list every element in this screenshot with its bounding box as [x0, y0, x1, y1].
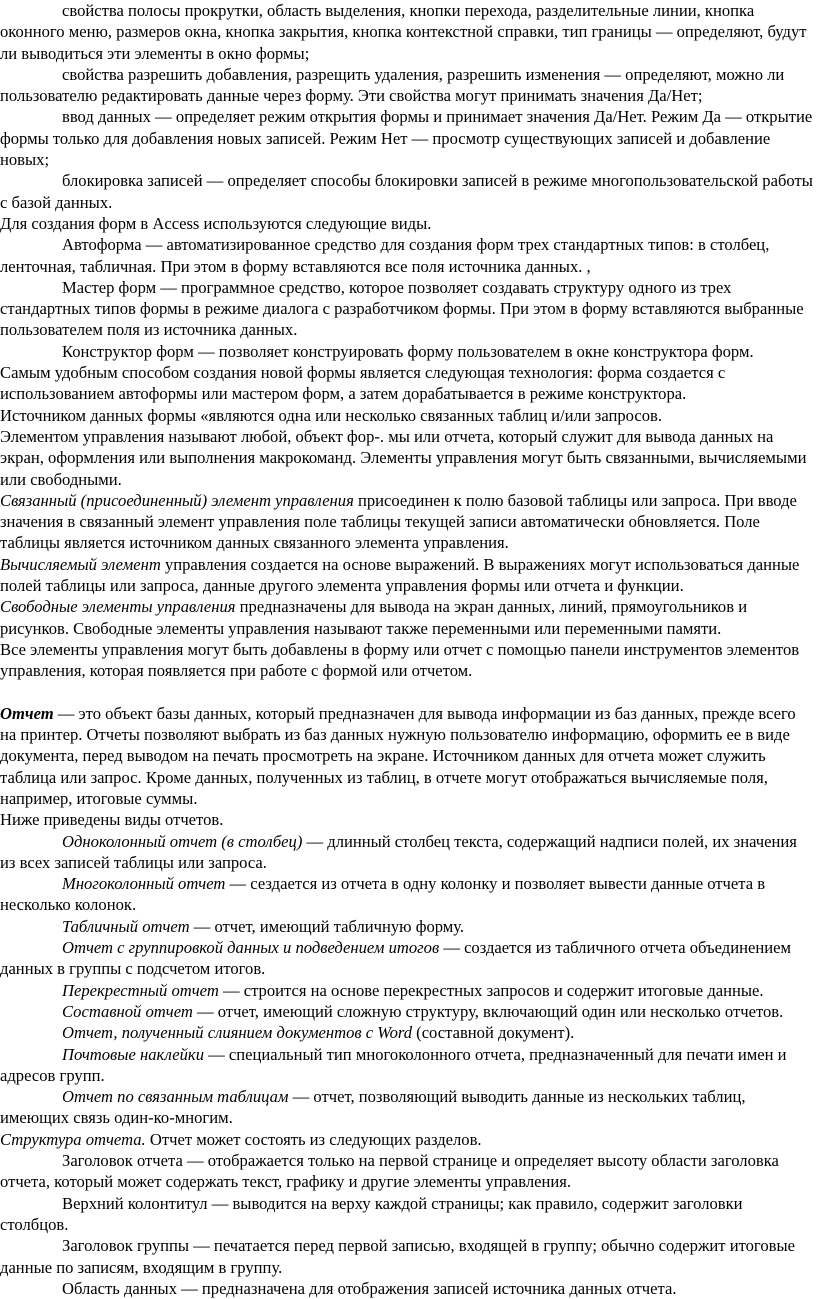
- list-item-text: Заголовок группы — печатается перед первой записью, входящей в группу; обычно содержит итоговые данные по записям, входящим в группу.: [0, 1236, 795, 1277]
- list-item: [0, 0, 814, 64]
- list-item: [0, 106, 814, 170]
- term: Структура отчета.: [0, 1129, 146, 1149]
- list-item: [0, 1150, 814, 1193]
- term: Отчет с группировкой данных и подведением итогов: [62, 938, 440, 958]
- list-item-text: Мастер форм — программное средство, которое позволяет создавать структуру одного из трех стандартных типов формы в режиме диалога с разработчиком формы. При этом в форму вставляются выбранные пользователем поля из источника данных.: [0, 277, 804, 340]
- paragraph-text: Отчет может состоять из следующих разделов.: [145, 1129, 482, 1149]
- paragraph-text: предназначены для вывода на экран данных, линий, прямоугольников и рисунков. Свободные элементы управления называют также переменными или переменными памяти.: [0, 597, 748, 638]
- term: Связанный (присоединенный) элемент управления: [0, 490, 354, 510]
- paragraph-source: Источником данных формы «являются одна или несколько связанных таблиц и/или запросов.: [0, 405, 663, 425]
- paragraph-text: присоединен к полю базовой таблицы или запроса. При вводе значения в связанный элемент управления поле таблицы текущей записи автоматически обновляется. Поле таблицы является источником данных связанного элемента управления.: [0, 490, 797, 553]
- list-item-text: — строится на основе перекрестных запросов и содержит итоговые данные.: [218, 980, 764, 1000]
- term: Перекрестный отчет: [62, 980, 219, 1000]
- list-item: [0, 341, 814, 362]
- list-item-text: — отчет, имеющий сложную структуру, включающий один или несколько отчетов.: [192, 1001, 784, 1021]
- list-item-text: свойства полосы прокрутки, область выделения, кнопки перехода, разделительные линии, кнопка оконного меню, размеров окна, кнопка закрытия, кнопка контекстной справки, тип границы — определяют, будут ли выводиться эти элементы в окно формы;: [0, 1, 807, 63]
- list-item-text: — отчет, позволяющий выводить данные из нескольких таблиц, имеющих связь один-ко-многим.: [0, 1087, 746, 1128]
- list-item: [0, 234, 814, 277]
- term: Почтовые наклейки: [62, 1044, 204, 1064]
- paragraph-text: управления создается на основе выражений. В выражениях могут использоваться данные полей таблицы или запроса, данные другого элемента управления формы или отчета и функции.: [0, 554, 800, 596]
- paragraph-forms-intro: Для создания форм в Access используются следующие виды.: [0, 213, 432, 233]
- list-item: [0, 64, 814, 107]
- list-item: [0, 980, 814, 1001]
- list-item: [0, 1235, 814, 1278]
- list-item: [0, 937, 814, 980]
- list-item-text: Автоформа — автоматизированное средство для создания форм трех стандартных типов: в столбец, ленточная, табличная. При этом в форму вставляются все поля источника данных. ,: [0, 235, 770, 276]
- list-item: [0, 1086, 814, 1129]
- list-item-text: Область данных — предназначена для отображения записей источника данных отчета.: [62, 1278, 677, 1298]
- term: Отчет по связанным таблицам: [62, 1087, 289, 1107]
- list-item: [0, 916, 814, 937]
- paragraph-control: Элементом управления называют любой, объект фор-. мы или отчета, который служит для вывода данных на экран, оформления или выполнения макрокоманд. Элементы управления могут быть связанными, вычисляемыми или свободными.: [0, 426, 807, 489]
- paragraph-calc-control: [0, 554, 814, 597]
- list-item-text: — сездается из отчета в одну колонку и позволяет вывести данные отчета в несколько колонок.: [0, 874, 766, 915]
- paragraph-text: — это объект базы данных, который предназначен для вывода информации из баз данных, прежде всего на принтер. Отчеты позволяют выбрать из баз данных нужную пользователю информацию, оформить ее в виде документа, перед выводом на печать просмотреть на экране. Источником данных для отчета может служить таблица или запрос. Кроме данных, полученных из таблиц, в отчете могут отображаться вычисляемые поля, например, итоговые суммы.: [0, 703, 796, 808]
- list-item: [0, 873, 814, 916]
- paragraph-bound-control: [0, 490, 814, 554]
- paragraph-best-way: Самым удобным способом создания новой формы является следующая технология: форма создается с использованием автоформы или мастером форм, а затем дорабатывается в режиме конструктора.: [0, 363, 726, 404]
- list-item-text: — длинный столбец текста, содержащий надписи полей, их значения из всех записей таблицы или запроса.: [0, 831, 797, 872]
- list-item: [0, 831, 814, 874]
- list-item-text: Конструктор форм — позволяет конструировать форму пользователем в окне конструктора форм.: [62, 341, 754, 361]
- term: Свободные элементы управления: [0, 597, 236, 617]
- list-item: [0, 1193, 814, 1236]
- list-item: [0, 277, 814, 341]
- paragraph-structure: [0, 1129, 814, 1150]
- term: Отчет, полученный слиянием документов с Word: [62, 1023, 413, 1043]
- list-item-text: Верхний колонтитул — выводится на верху каждой страницы; как правило, содержит заголовки столбцов.: [0, 1193, 743, 1234]
- list-item: [0, 170, 814, 213]
- term: Вычисляемый элемент: [0, 554, 161, 574]
- term: Многоколонный отчет: [62, 874, 226, 894]
- list-item-text: Заголовок отчета — отображается только на первой странице и определяет высоту области заголовка отчета, который может содержать текст, графику и другие элементы управления.: [0, 1151, 779, 1192]
- term: Отчет: [0, 703, 54, 723]
- list-item: [0, 1001, 814, 1022]
- term: Табличный отчет: [62, 916, 190, 936]
- list-item-text: свойства разрешить добавления, разрещить удаления, разрешить изменения — определяют, можно ли пользователю редактировать данные через форму. Эти свойства могут принимать значения Да/Нет;: [0, 64, 785, 106]
- paragraph-report: [0, 703, 814, 809]
- paragraph-toolbox: Все элементы управления могут быть добавлены в форму или отчет с помощью панели инструментов элементов управления, которая появляется при работе с формой или отчетом.: [0, 639, 800, 681]
- list-item-text: (составной документ).: [412, 1023, 575, 1043]
- term: Составной отчет: [62, 1001, 193, 1021]
- list-item-text: — отчет, имеющий табличную форму.: [189, 916, 465, 936]
- paragraph-report-types: Ниже приведены виды отчетов.: [0, 810, 224, 830]
- list-item: [0, 1022, 814, 1043]
- spacer: [0, 682, 814, 703]
- list-item-text: — специальный тип многоколонного отчета, предназначенный для печати имен и адресов групп.: [0, 1044, 787, 1085]
- paragraph-free-control: [0, 596, 814, 639]
- list-item: [0, 1044, 814, 1087]
- list-item: [0, 1278, 814, 1299]
- list-item-text: ввод данных — определяет режим открытия формы и принимает значения Да/Нет. Режим Да — открытие формы только для добавления новых записей. Режим Нет — просмотр существующих записей и добавление новых;: [0, 107, 813, 170]
- list-item-text: блокировка записей — определяет способы блокировки записей в режиме многопользовательской работы с базой данных.: [0, 171, 813, 212]
- list-item-text: — создается из табличного отчета объединением данных в группы с подсчетом итогов.: [0, 938, 791, 979]
- term: Одноколонный отчет (в столбец): [62, 831, 303, 851]
